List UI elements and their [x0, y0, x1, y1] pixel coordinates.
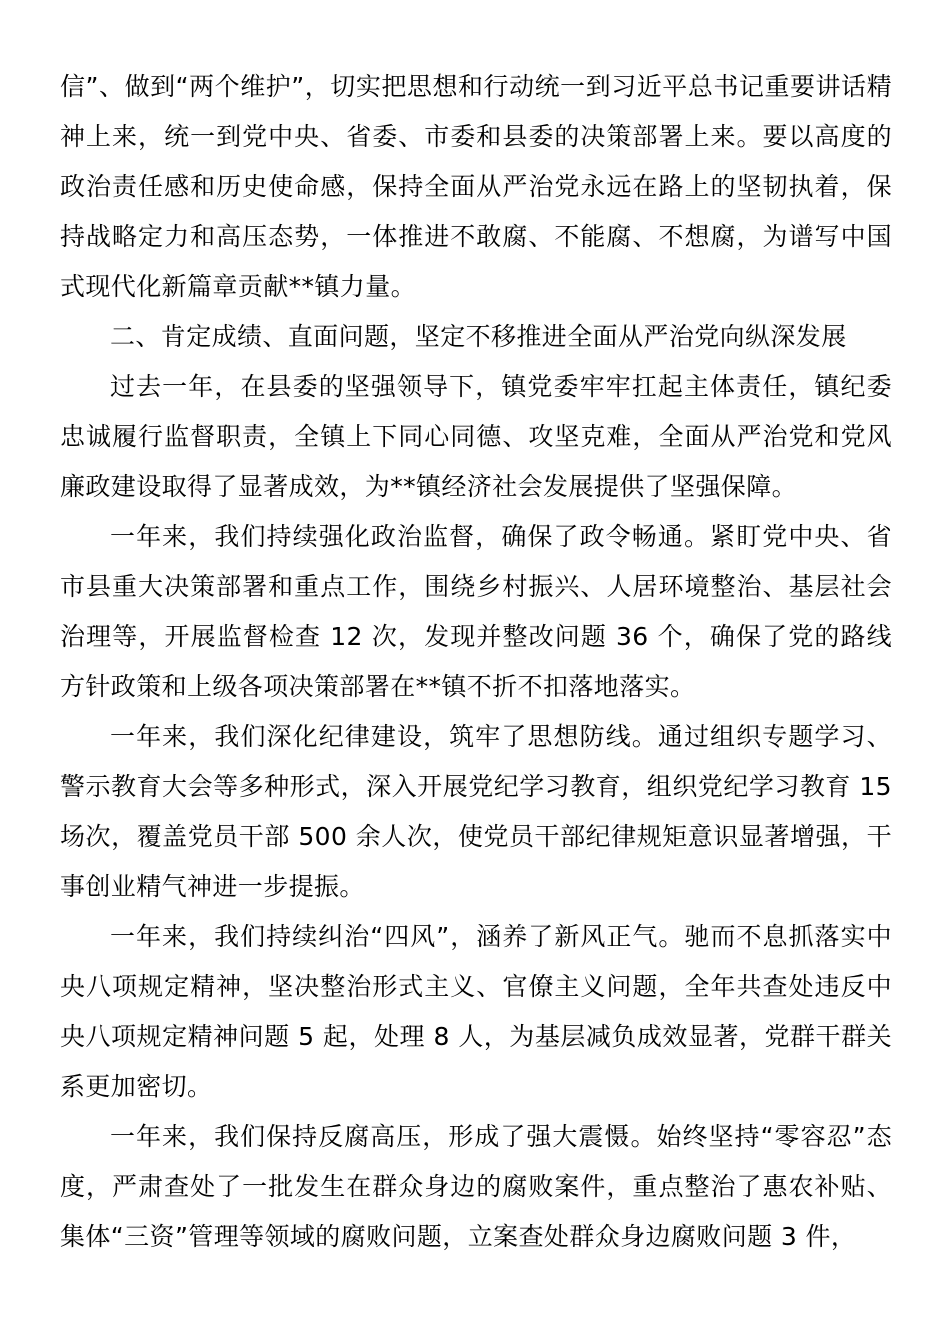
paragraph-overview: 过去一年，在县委的坚强领导下，镇党委牢牢扛起主体责任，镇纪委忠诚履行监督职责，全镇上下同心同德、攻坚克难，全面从严治党和党风廉政建设取得了显著成效，为**镇经济社会发展提供了坚强保障。: [60, 372, 892, 501]
section-heading: 二、肯定成绩、直面问题，坚定不移推进全面从严治党向纵深发展: [110, 322, 847, 351]
paragraph-continuation: 信”、做到“两个维护”，切实把思想和行动统一到习近平总书记重要讲话精神上来，统一到党中央、省委、市委和县委的决策部署上来。要以高度的政治责任感和历史使命感，保持全面从严治党永远在路上的坚韧执着，保持战略定力和高压态势，一体推进不敢腐、不能腐、不想腐，为谱写中国式现代化新篇章贡献**镇力量。: [60, 72, 892, 301]
paragraph-four-winds: 一年来，我们持续纠治“四风”，涵养了新风正气。驰而不息抓落实中央八项规定精神，坚决整治形式主义、官僚主义问题，全年共查处违反中央八项规定精神问题 5 起，处理 8 人，为基层减负成效显著，党群干群关系更加密切。: [60, 922, 892, 1101]
paragraph-anti-corruption: 一年来，我们保持反腐高压，形成了强大震慑。始终坚持“零容忍”态度，严肃查处了一批发生在群众身边的腐败案件，重点整治了惠农补贴、集体“三资”管理等领域的腐败问题，立案查处群众身边腐败问题 3 件，: [60, 1122, 892, 1251]
paragraph-political-supervision: 一年来，我们持续强化政治监督，确保了政令畅通。紧盯党中央、省市县重大决策部署和重点工作，围绕乡村振兴、人居环境整治、基层社会治理等，开展监督检查 12 次，发现并整改问题 36 个，确保了党的路线方针政策和上级各项决策部署在**镇不折不扣落地落实。: [60, 522, 892, 701]
paragraph-discipline-building: 一年来，我们深化纪律建设，筑牢了思想防线。通过组织专题学习、警示教育大会等多种形式，深入开展党纪学习教育，组织党纪学习教育 15 场次，覆盖党员干部 500 余人次，使党员干部纪律规矩意识显著增强，干事创业精气神进一步提振。: [60, 722, 892, 901]
